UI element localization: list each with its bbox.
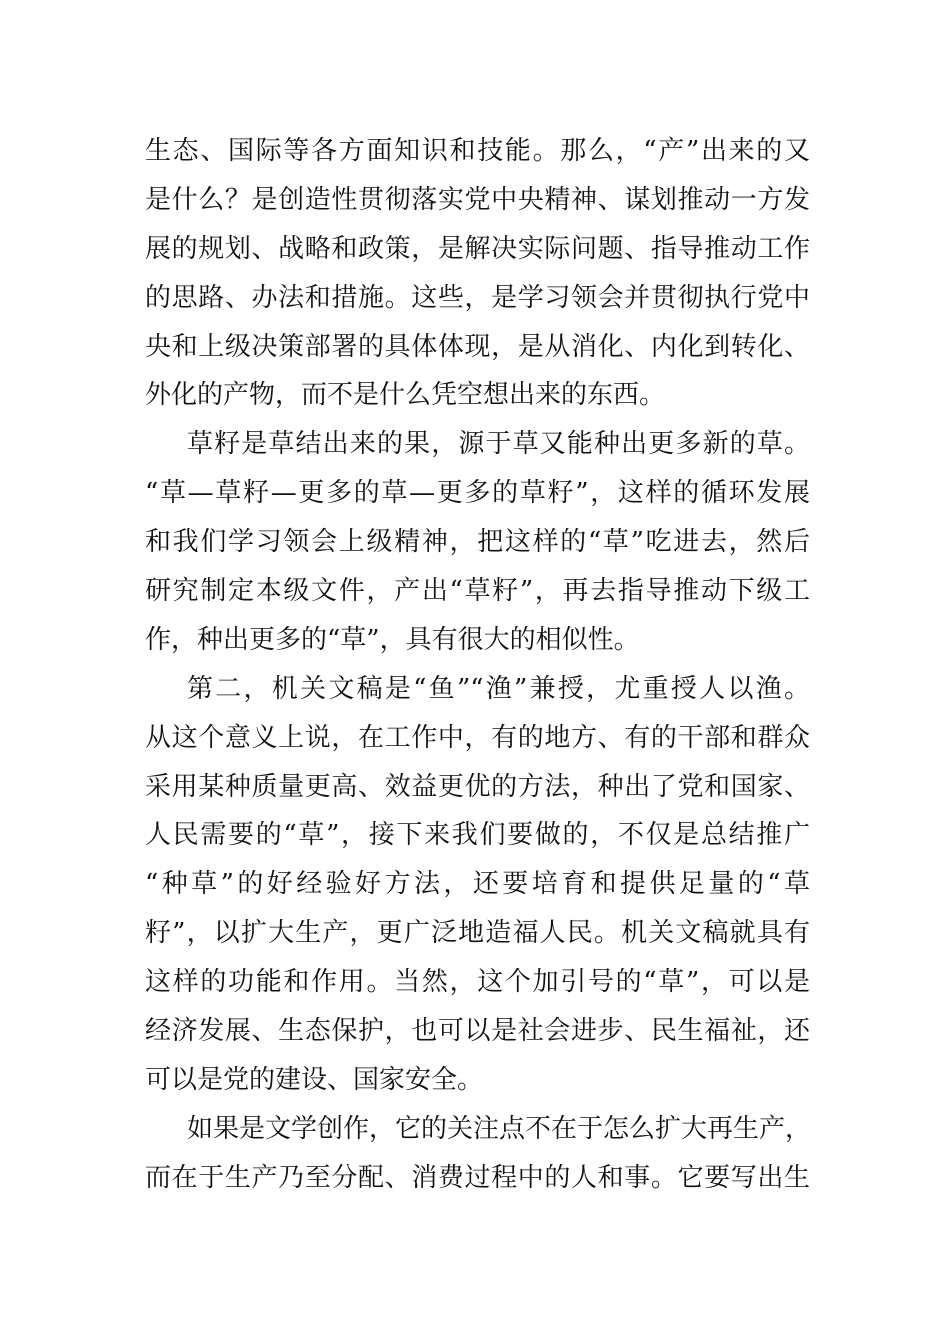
text-line: 这样的功能和作用。当然，这个加引号的“草”，可以是	[145, 967, 810, 998]
text-line: 的思路、办法和措施。这些，是学习领会并贯彻执行党中	[145, 282, 810, 313]
paragraph-first-line: 草籽是草结出来的果，源于草又能种出更多新的草。	[187, 429, 810, 460]
text-line: 是什么？是创造性贯彻落实党中央精神、谋划推动一方发	[145, 184, 810, 215]
text-line: “草—草籽—更多的草—更多的草籽”，这样的循环发展	[145, 478, 810, 509]
text-line: 作，种出更多的“草”，具有很大的相似性。	[145, 624, 640, 655]
paragraph-first-line: 第二，机关文稿是“鱼”“渔”兼授，尤重授人以渔。	[187, 673, 810, 704]
text-line: 外化的产物，而不是什么凭空想出来的东西。	[145, 380, 666, 411]
text-line: 采用某种质量更高、效益更优的方法，种出了党和国家、	[145, 771, 810, 802]
text-line: 和我们学习领会上级精神，把这样的“草”吃进去，然后	[145, 527, 810, 558]
text-line: 而在于生产乃至分配、消费过程中的人和事。它要写出生	[145, 1162, 810, 1193]
text-line: 可以是党的建设、国家安全。	[145, 1064, 484, 1095]
text-line: 人民需要的“草”，接下来我们要做的，不仅是总结推广	[145, 820, 810, 851]
text-line: 展的规划、战略和政策，是解决实际问题、指导推动工作	[145, 233, 810, 264]
text-line: 籽”，以扩大生产，更广泛地造福人民。机关文稿就具有	[145, 918, 810, 949]
body-text	[145, 127, 810, 1203]
paragraph-first-line: 如果是文学创作，它的关注点不在于怎么扩大再生产，	[187, 1113, 812, 1144]
text-line: 研究制定本级文件，产出“草籽”，再去指导推动下级工	[145, 576, 810, 607]
text-line: “种草”的好经验好方法，还要培育和提供足量的“草	[145, 869, 810, 900]
text-line: 生态、国际等各方面知识和技能。那么，“产”出来的又	[145, 136, 810, 166]
text-line: 经济发展、生态保护，也可以是社会进步、民生福祉，还	[145, 1016, 810, 1047]
text-line: 央和上级决策部署的具体体现，是从消化、内化到转化、	[145, 331, 810, 362]
text-line: 从这个意义上说，在工作中，有的地方、有的干部和群众	[145, 722, 810, 753]
